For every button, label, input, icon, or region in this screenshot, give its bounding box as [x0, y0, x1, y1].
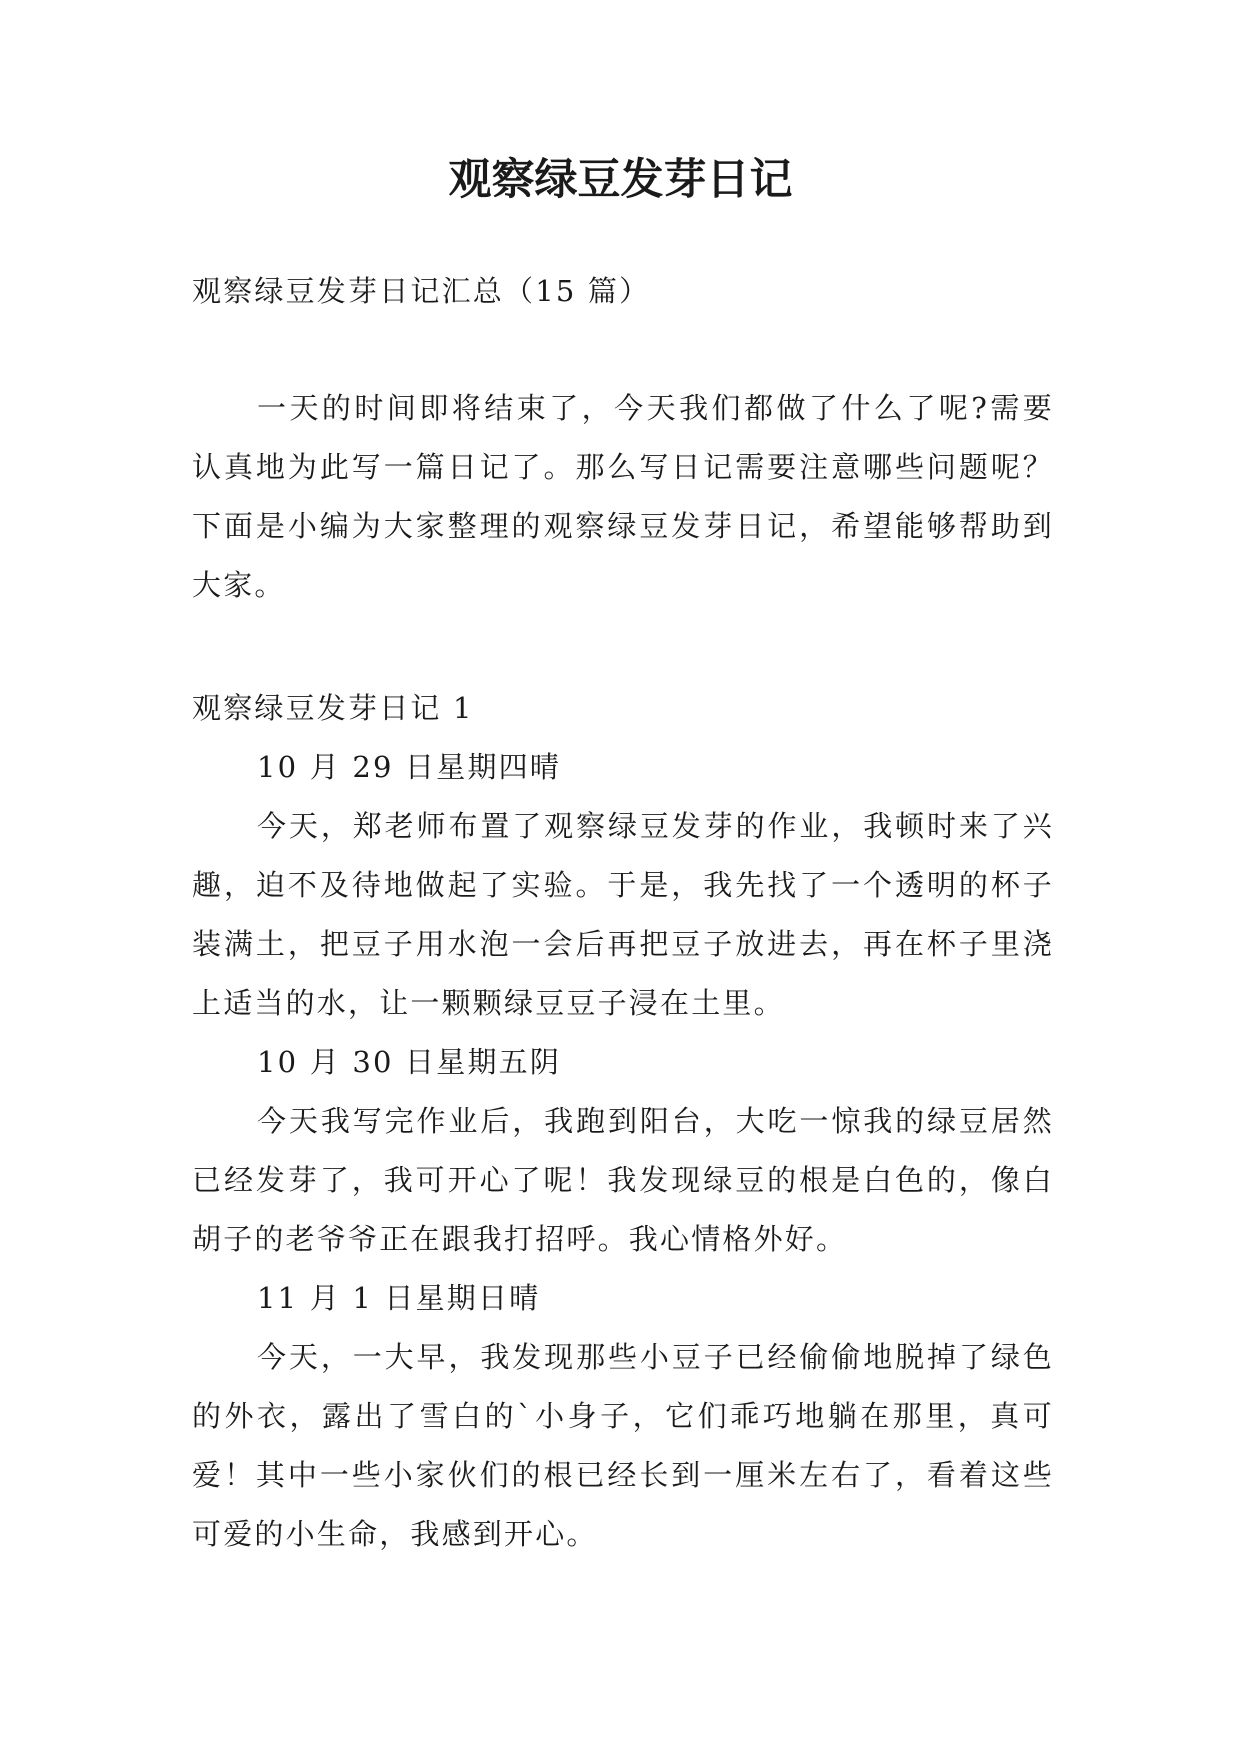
entry-text: 今天，一大早，我发现那些小豆子已经偷偷地脱掉了绿色的外衣，露出了雪白的`小身子，它们乖巧地躺在那里，真可爱！其中一些小家伙们的根已经长到一厘米左右了，看着这些可爱的小生命，我感到开心。	[192, 1340, 1054, 1551]
entry-date: 10 月 30 日星期五阴	[257, 1045, 562, 1079]
entry-date: 10 月 29 日星期四晴	[257, 750, 562, 784]
document-subtitle: 观察绿豆发芽日记汇总（15 篇）	[192, 274, 651, 308]
entry-date: 11 月 1 日星期日晴	[257, 1281, 541, 1315]
section-heading: 观察绿豆发芽日记 1	[192, 691, 474, 725]
intro-paragraph: 一天的时间即将结束了，今天我们都做了什么了呢?需要认真地为此写一篇日记了。那么写日记需要注意哪些问题呢？下面是小编为大家整理的观察绿豆发芽日记，希望能够帮助到大家。	[192, 391, 1054, 602]
entry-text: 今天我写完作业后，我跑到阳台，大吃一惊我的绿豆居然已经发芽了，我可开心了呢！我发现绿豆的根是白色的，像白胡子的老爷爷正在跟我打招呼。我心情格外好。	[192, 1104, 1054, 1256]
document-title: 观察绿豆发芽日记	[448, 155, 793, 205]
entry-text: 今天，郑老师布置了观察绿豆发芽的作业，我顿时来了兴趣，迫不及待地做起了实验。于是，我先找了一个透明的杯子装满土，把豆子用水泡一会后再把豆子放进去，再在杯子里浇上适当的水，让一颗颗绿豆豆子浸在土里。	[192, 809, 1054, 1020]
document-body	[192, 262, 1054, 1564]
spacer	[192, 615, 1054, 679]
spacer	[192, 321, 1054, 379]
